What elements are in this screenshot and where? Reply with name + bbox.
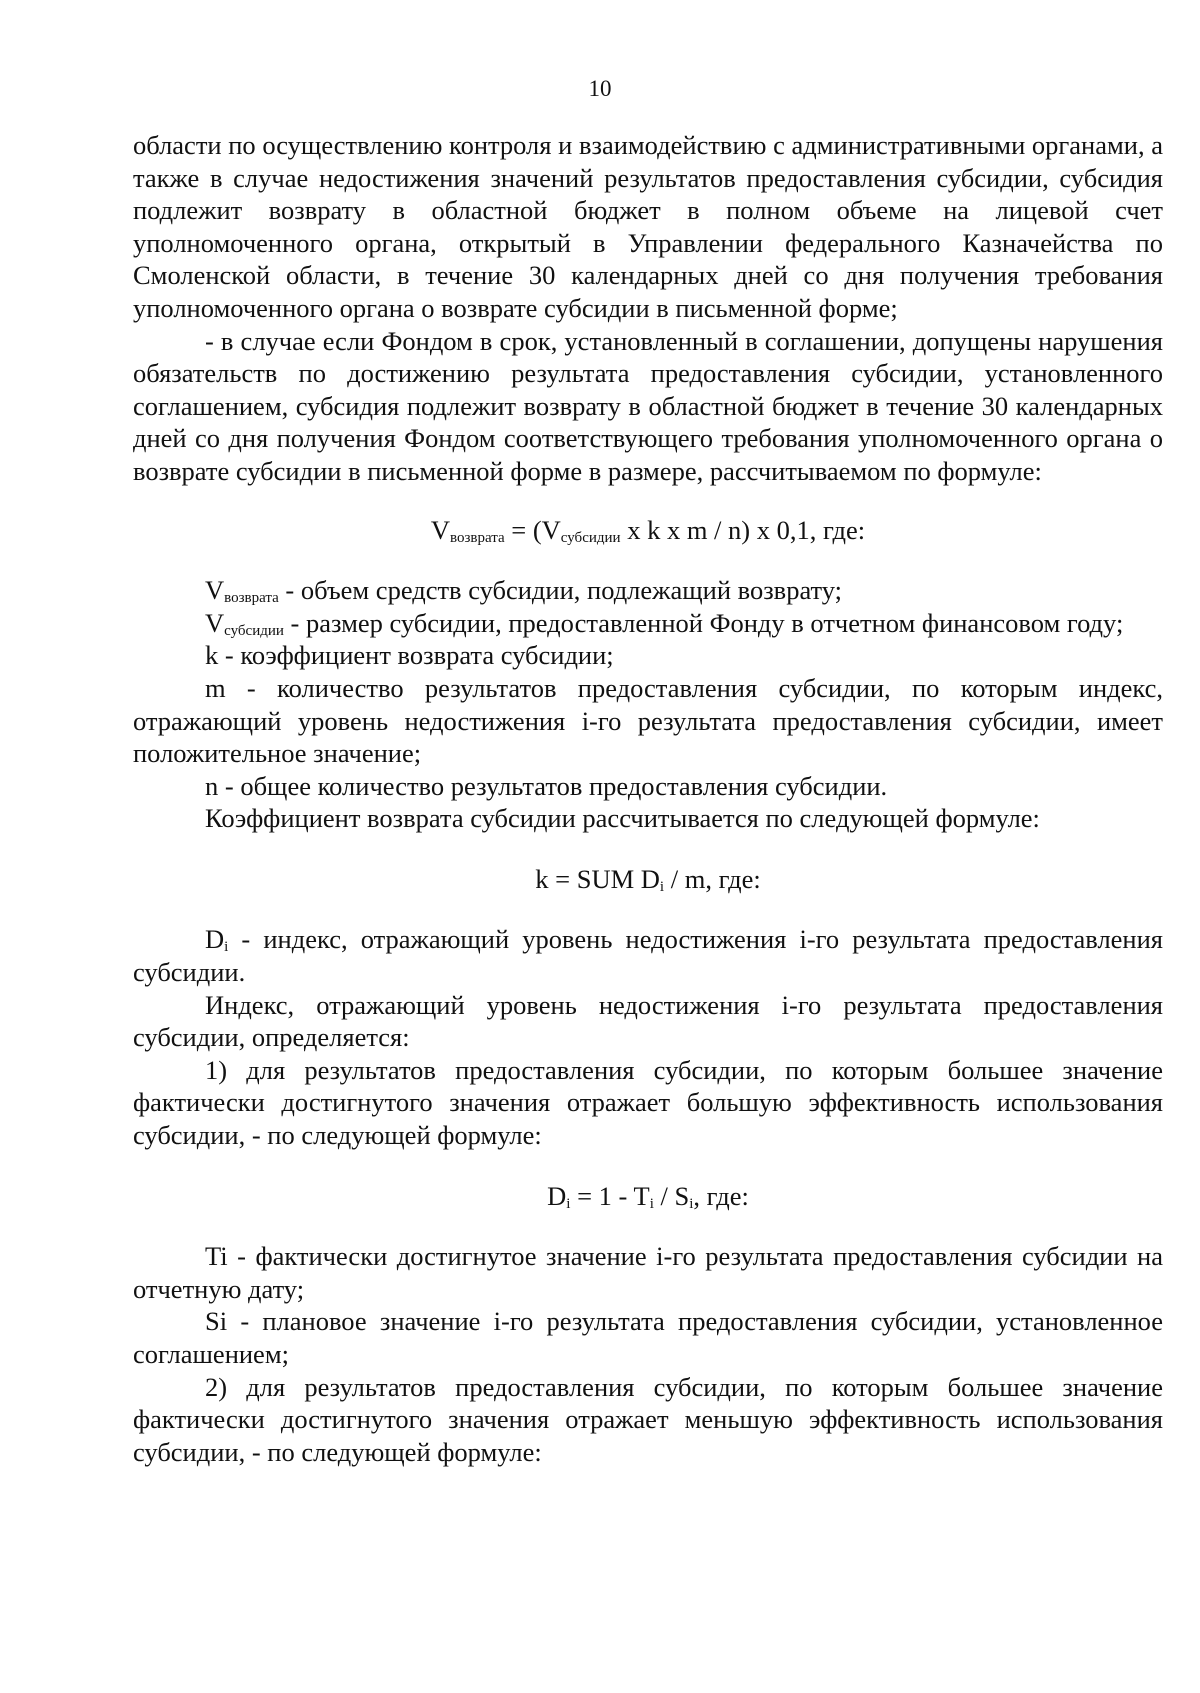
formula-part: / S (653, 1180, 690, 1211)
definition-text: - объем средств субсидии, подлежащий возврату; (278, 575, 843, 606)
paragraph-continuation: области по осуществлению контроля и взаимодействию с административными органами, а также в случае недостижения значений результатов предоставления субсидии, субсидия подлежит возврату в областной бюджет в полном объеме на лицевой счет уполномоченного органа, открытый в Управлении федерального Казначейства по Смоленской области, в течение 30 календарных дней со дня получения требования уполномоченного органа о возврате субсидии в письменной форме; (133, 130, 1163, 323)
formula-subscript: i (689, 1195, 694, 1212)
definition-n: n - общее количество результатов предоставления субсидии. (205, 770, 888, 801)
paragraph-case-1: 1) для результатов предоставления субсидии, по которым большее значение фактически достигнутого значения отражает большую эффективность использования субсидии, - по следующей формуле: (133, 1054, 1163, 1151)
formula-part: D (547, 1180, 567, 1211)
definition-subscript: i (224, 939, 229, 956)
formula-subscript: возврата (449, 529, 505, 546)
page-number: 10 (588, 76, 612, 101)
formula-index (133, 1180, 1163, 1213)
formula-part: x k x m / n) x 0,1, где: (620, 514, 866, 545)
formula-subscript: i (566, 1195, 571, 1212)
definition-v-return (133, 574, 1163, 607)
definition-symbol: D (205, 924, 225, 955)
definition-k: k - коэффициент возврата субсидии; (205, 640, 614, 671)
definition-m: m - количество результатов предоставления субсидии, по которым индекс, отражающий уровень недостижения i-го результата предоставления субсидии, имеет положительное значение; (133, 672, 1163, 769)
definition-symbol: V (205, 607, 225, 638)
formula-subscript: i (649, 1195, 654, 1212)
formula-v: V (430, 514, 450, 545)
definition-v-subsidy (133, 607, 1163, 640)
definition-subscript: субсидии (224, 622, 284, 639)
paragraph-violation-clause: - в случае если Фондом в срок, установленный в соглашении, допущены нарушения обязательств по достижению результата предоставления субсидии, установленного соглашением, субсидия подлежит возврату в областной бюджет в течение 30 календарных дней со дня получения Фондом соответствующего требования уполномоченного органа о возврате субсидии в письменной форме в размере, рассчитываемом по формуле: (133, 325, 1163, 486)
definition-di (133, 923, 1163, 988)
definition-subscript: возврата (224, 590, 279, 607)
formula-subscript: субсидии (560, 529, 621, 546)
paragraph-index-intro: Индекс, отражающий уровень недостижения i-го результата предоставления субсидии, определяется: (133, 989, 1163, 1053)
formula-coefficient (133, 863, 1163, 896)
paragraph-coefficient-intro: Коэффициент возврата субсидии рассчитывается по следующей формуле: (205, 803, 1040, 834)
definition-si: Si - плановое значение i-го результата предоставления субсидии, установленное соглашением; (133, 1306, 1163, 1369)
paragraph-case-2: 2) для результатов предоставления субсидии, по которым большее значение фактически достигнутого значения отражает меньшую эффективность использования субсидии, - по следующей формуле: (133, 1371, 1163, 1467)
formula-part: k = SUM D (535, 863, 660, 894)
formula-part: , где: (693, 1180, 749, 1211)
formula-subscript: i (659, 878, 665, 895)
formula-part: = 1 - T (570, 1180, 650, 1211)
formula-return-volume (133, 514, 1163, 547)
definition-symbol: V (205, 575, 225, 606)
formula-part: / m, где: (664, 863, 761, 894)
definition-text: - индекс, отражающий уровень недостижения i-го результата предоставления субсидии. (133, 924, 1163, 988)
formula-part: = (V (504, 514, 561, 545)
definition-text: - размер субсидии, предоставленной Фонду в отчетном финансовом году; (283, 607, 1124, 638)
document-body (133, 129, 1163, 1468)
definition-ti: Ti - фактически достигнутое значение i-го результата предоставления субсидии на отчетную дату; (133, 1241, 1163, 1304)
